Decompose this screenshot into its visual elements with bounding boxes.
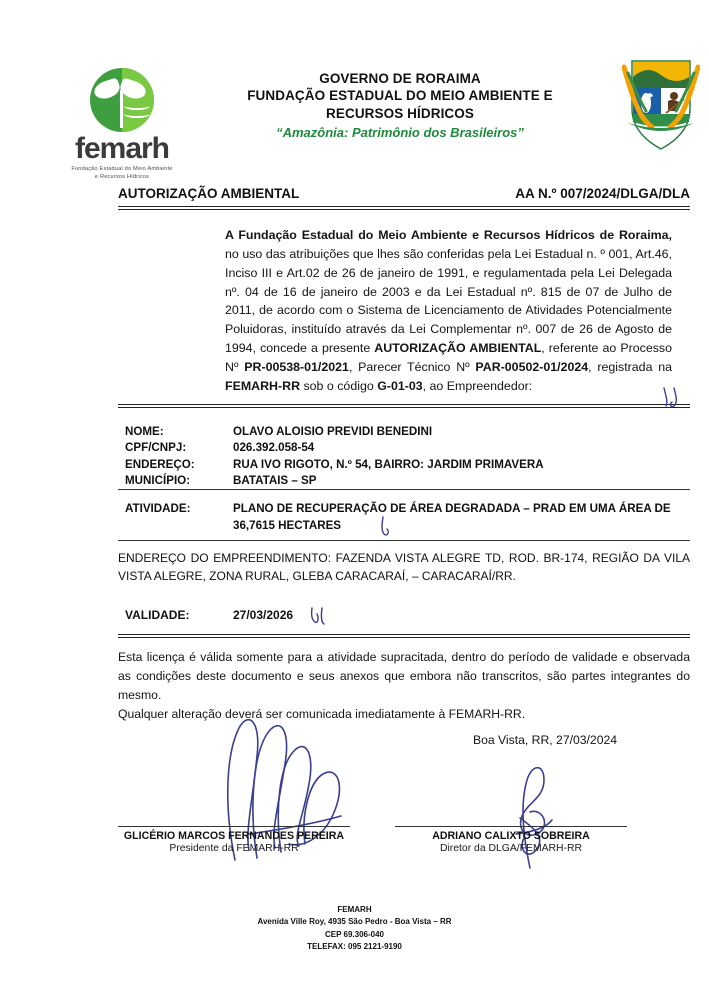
signature-block-president <box>118 826 350 854</box>
preamble-part8: , registrada na <box>588 359 672 374</box>
venture-address: ENDEREÇO DO EMPREENDIMENTO: FAZENDA VISTA ALEGRE TD, ROD. BR-174, REGIÃO DA VILA VISTA ALEGRE, ZONA RURAL, GLEBA CARACARAÍ, – CARACARAÍ/RR. <box>118 551 690 583</box>
femarh-logo <box>52 68 192 181</box>
divider-below-validity <box>118 634 690 638</box>
preamble-part10: sob o código <box>300 378 378 393</box>
signature-block-director <box>395 826 627 854</box>
signature-name-director: ADRIANO CALIXTO SOBREIRA <box>432 830 590 842</box>
preamble-part12: , ao Empreendedor: <box>422 378 533 393</box>
header-motto: “Amazônia: Patrimônio dos Brasileiros” <box>276 124 524 140</box>
authorization-number: AA N.º 007/2024/DLGA/DLA <box>515 186 690 201</box>
field-row-nome <box>125 424 685 440</box>
field-row-municipio <box>125 473 685 489</box>
preamble-part2: no uso das atribuições que lhes são conferidas pela Lei Estadual n. º 001, Art.46, Inciso III e Art.02 de 26 de janeiro de 1991, e regulamentada pela Lei Delegada nº. 04 de 16 de janeiro de 2003 e da Lei Estadual nº. 815 de 07 de Julho de 2011, de acordo com o Sistema de Licenciamento de Atividades Potencialmente Poluidoras, instituído através da Lei Complementar nº. 007 de 26 de Agosto de 1994, concede a presente <box>225 246 672 356</box>
femarh-logo-subtitle <box>52 166 192 181</box>
field-label-nome: NOME: <box>125 425 164 438</box>
footer-telefax: TELEFAX: 095 2121-9190 <box>307 942 402 952</box>
preamble-part9: FEMARH-RR <box>225 378 301 393</box>
validity-row <box>125 608 293 622</box>
femarh-logo-wordmark: femarh <box>74 132 170 165</box>
preamble-part7: PAR-00502-01/2024 <box>475 359 589 374</box>
field-label-atividade: ATIVIDADE: <box>125 502 191 515</box>
preamble-part6: , Parecer Técnico Nº <box>348 359 476 374</box>
field-label-cpf-cnpj: CPF/CNPJ: <box>125 441 187 455</box>
femarh-logo-icon <box>86 68 158 132</box>
preamble-part11: G-01-03 <box>377 378 423 393</box>
preamble-part5: PR-00538-01/2021 <box>244 359 349 374</box>
roraima-coat-of-arms-icon <box>622 55 700 153</box>
document-title-row <box>118 186 690 201</box>
page-title: AUTORIZAÇÃO AMBIENTAL <box>118 186 300 201</box>
closing-text <box>118 648 690 724</box>
place-and-date: Boa Vista, RR, 27/03/2024 <box>472 733 618 747</box>
signature-name-president: GLICÉRIO MARCOS FERNANDES PEREIRA <box>123 830 345 842</box>
divider-below-activity <box>118 540 690 541</box>
field-value-municipio: BATATAIS – SP <box>233 474 317 488</box>
activity-row <box>125 501 690 535</box>
document-footer <box>0 904 709 954</box>
field-row-endereco <box>125 457 685 473</box>
closing-paragraph-1: Esta licença é válida somente para a atividade supracitada, dentro do período de validade e observada as condições deste documento e seus anexos que embora não transcritos, são partes integrantes do mesmo. <box>118 650 690 702</box>
preamble-part4: , referente ao Processo Nº <box>225 341 672 374</box>
field-value-nome: OLAVO ALOISIO PREVIDI BENEDINI <box>233 425 433 438</box>
field-row-cpf-cnpj <box>125 440 685 456</box>
footer-address: Avenida Ville Roy, 4935 São Pedro - Boa Vista – RR <box>257 917 452 927</box>
field-value-atividade: PLANO DE RECUPERAÇÃO DE ÁREA DEGRADADA – PRAD EM UMA ÁREA DE 36,7615 HECTARES <box>233 502 671 532</box>
field-value-validade: 27/03/2026 <box>233 608 294 622</box>
preamble-paragraph <box>225 226 672 396</box>
footer-org: FEMARH <box>337 905 372 914</box>
field-value-endereco: RUA IVO RIGOTO, N.º 54, BAIRRO: JARDIM PRIMAVERA <box>233 457 544 471</box>
handwritten-mark-validity <box>308 606 330 633</box>
signature-role-president: Presidente da FEMARH-RR <box>169 843 299 854</box>
divider-below-fields <box>118 489 690 490</box>
field-label-municipio: MUNICÍPIO: <box>125 474 191 488</box>
field-label-endereco: ENDEREÇO: <box>125 457 195 471</box>
header-titles <box>180 70 620 140</box>
preamble-part3: AUTORIZAÇÃO AMBIENTAL <box>374 341 542 356</box>
handwritten-signature-right <box>490 750 580 875</box>
field-label-validade: VALIDADE: <box>125 608 190 622</box>
header-line-resources: RECURSOS HÍDRICOS <box>326 105 474 121</box>
field-value-cpf-cnpj: 026.392.058-54 <box>233 441 315 455</box>
femarh-logo-subtitle-line1: Fundação Estadual do Meio Ambiente <box>71 166 173 172</box>
closing-paragraph-2: Qualquer alteração deverá ser comunicada imediatamente à FEMARH-RR. <box>118 706 526 721</box>
femarh-logo-subtitle-line2: e Recursos Hídricos <box>94 173 150 180</box>
entrepreneur-fields <box>125 424 685 490</box>
header-line-foundation: FUNDAÇÃO ESTADUAL DO MEIO AMBIENTE E <box>247 88 553 104</box>
divider-above-fields <box>118 404 690 408</box>
footer-cep: CEP 69.306-040 <box>324 929 384 939</box>
document-header <box>0 58 709 180</box>
preamble-part1: A Fundação Estadual do Meio Ambiente e Recursos Hídricos de Roraima, <box>225 228 672 242</box>
header-line-government: GOVERNO DE RORAIMA <box>319 71 481 86</box>
signature-line-director <box>395 826 627 827</box>
signature-line-president <box>118 826 350 827</box>
signature-role-director: Diretor da DLGA/FEMARH-RR <box>439 843 583 854</box>
divider-under-title <box>118 206 690 210</box>
